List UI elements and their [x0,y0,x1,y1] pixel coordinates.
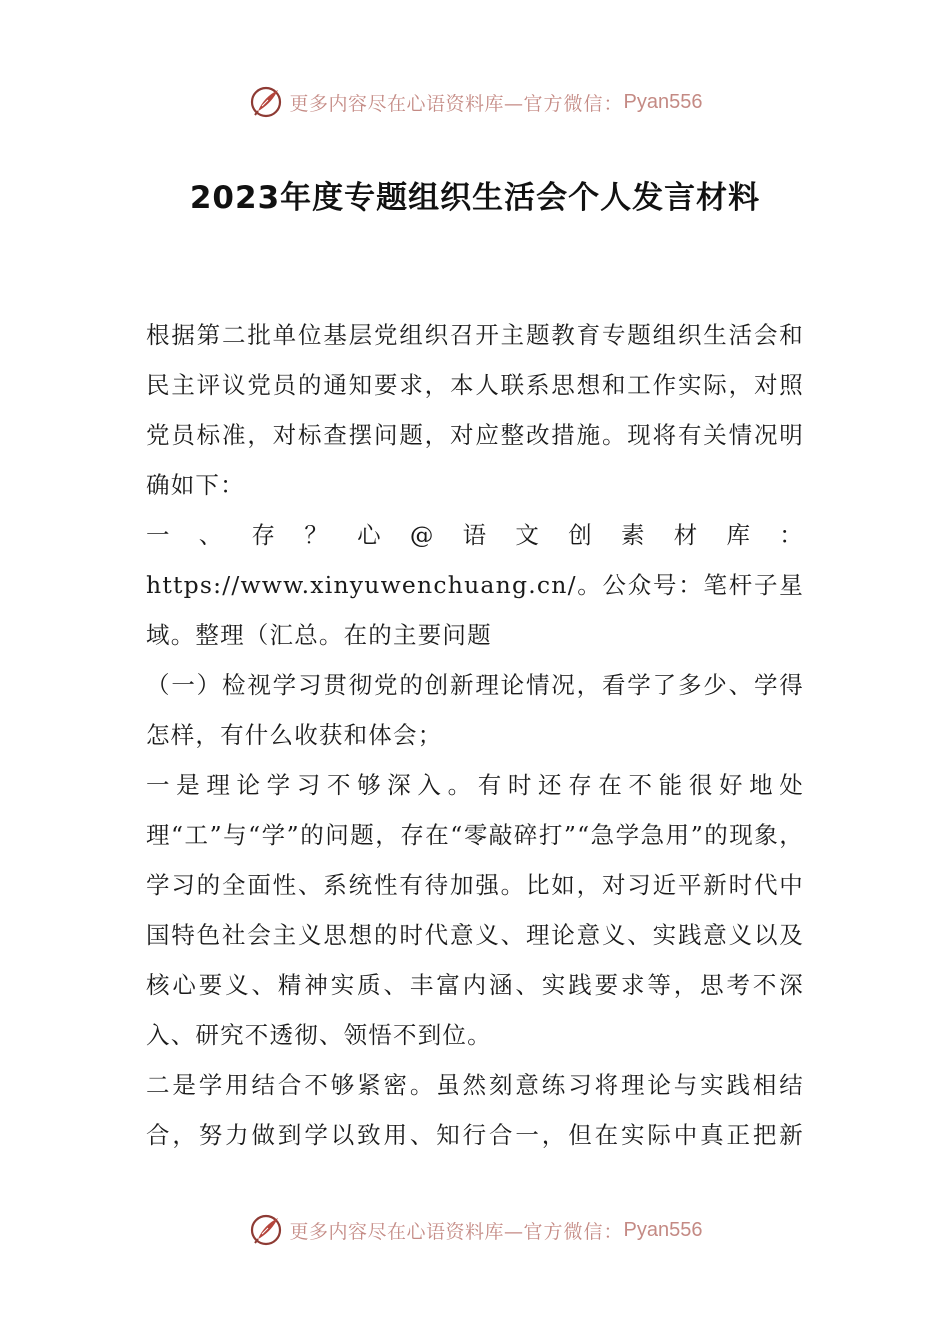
banner-wechat-id: Pyan556 [623,90,703,113]
paragraph-intro: 根据第二批单位基层党组织召开主题教育专题组织生活会和民主评议党员的通知要求，本人联系思想和工作实际，对照党员标准，对标查摆问题，对应整改措施。现将有关情况明确如下： [146,321,804,499]
quill-logo-icon [248,1212,284,1248]
document-title: 2023年度专题组织生活会个人发言材料 [189,180,761,216]
footer-wechat-id: Pyan556 [623,1218,703,1241]
paragraph-point-2: 二是学用结合不够紧密。虽然刻意练习将理论与实践相结合，努力做到学以致用、知行合一，但在实际中真正把新 [146,1071,804,1149]
banner-wechat-label: 官方微信： [523,92,624,115]
footer-slogan: 更多内容尽在心语资料库— [289,1220,524,1243]
paragraph-subsection-1: （一）检视学习贯彻党的创新理论情况，看学了多少、学得怎样，有什么收获和体会； [146,671,804,749]
banner-slogan: 更多内容尽在心语资料库— [289,92,524,115]
footer-wechat-label: 官方微信： [523,1220,624,1243]
header-banner [0,82,950,122]
paragraph-point-1: 一是理论学习不够深入。有时还存在不能很好地处理“工”与“学”的问题，存在“零敲碎打”“急学急用”的现象，学习的全面性、系统性有待加强。比如，对习近平新时代中国特色社会主义思想的时代意义、理论意义、实践意义以及核心要义、精神实质、丰富内涵、实践要求等，思考不深入、研究不透彻、领悟不到位。 [146,771,804,1049]
footer-banner [0,1210,950,1250]
document-body [146,310,804,1160]
quill-logo-icon [248,84,284,120]
paragraph-section-heading: 一、存？心@语文创素材库：https://www.xinyuwenchuang.cn/。公众号：笔杆子星域。整理（汇总。在的主要问题 [146,521,804,649]
